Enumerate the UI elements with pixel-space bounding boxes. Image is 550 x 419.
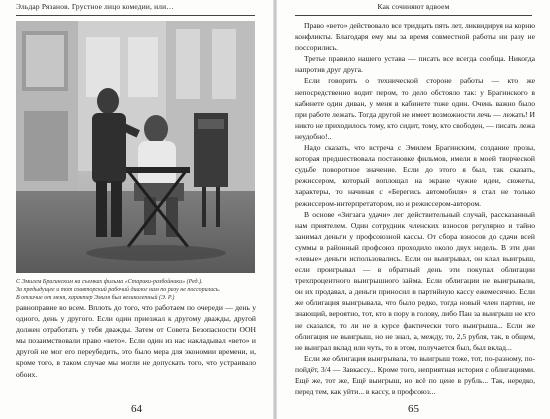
body-text-left bbox=[16, 302, 256, 380]
paragraph: Надо сказать, что встреча с Эмилем Брагинским, создание прозы, которая предшествовала постановке фильмов, имели в моей творческой судьбе поворотное значение. Если до этого я был, так сказать, режиссером, который воплощал на экране чужие идеи, сюжеты, характеры, то начиная с «Берегись автомобиля» я стал не только режиссером-интерпретатором, но и режиссером-автором. bbox=[295, 143, 535, 208]
body-text-right bbox=[295, 20, 535, 397]
header-rule-right bbox=[295, 15, 532, 16]
paragraph: Третье правило нашего устава — писать все всегда сообща. Никогда напротив друг друга. bbox=[295, 54, 535, 75]
right-page bbox=[277, 0, 550, 419]
caption-line: В отличие от меня, характер Эмиля был великолепный (Э. Р.) bbox=[16, 295, 175, 301]
caption-line: С Эмилем Брагинским на съемках фильма «Старики-разбойники» (Ред.). bbox=[16, 279, 203, 285]
left-page bbox=[0, 0, 273, 419]
paragraph: Если говорить о технической стороне работы — кто же непосредственно водит пером, то дело обстояло так: у Брагинского в кабинете один диван, у меня в кабинете тоже один. Очень важно было при работе лежать. Тогда другой не имеет возможности лечь — лежать! И никто не приходилось тому, кто сидит, тому, кто свободен, — писать лежа неудобно!.. bbox=[295, 76, 535, 141]
photograph bbox=[16, 21, 255, 273]
paragraph: Право «вето» действовало все тридцать пять лет, ликвидируя на корню конфликты. Благодаря ему мы за время совместной работы ни разу не поссорились. bbox=[295, 21, 535, 53]
caption-line: За предыдущее и тот соавторский рабочий диалог нам по разу не поссорились. bbox=[16, 287, 221, 293]
photograph-illustration bbox=[16, 21, 255, 273]
page-number-left: 64 bbox=[131, 403, 142, 415]
header-rule-left bbox=[16, 15, 255, 16]
running-header-left: Эльдар Рязанов. Грустное лицо комедии, или… bbox=[16, 2, 174, 11]
running-header-right: Как сочиняют вдвоем bbox=[377, 2, 450, 11]
page-number-right: 65 bbox=[408, 403, 419, 415]
paragraph: Если же облигация выигрывала, то выигрыш тоже, тот, по-разному, по-пойдёт, 3/4 — Завкассу... Кроме того, неприятная история с облигациями. Ещё же, тот же, Ещё выигрыш, но всё по цене в рубль... Так, нередко, перед тем, как уйти... в кассу, в профсоюз... bbox=[295, 353, 535, 397]
paragraph: В основе «Зигзага удачи» лег действительный случай, рассказанный нам приятелем. Один сотрудник членских взносов регулярно и тайно занимал деньги у профсоюзной кассы. От сбора взносов до сдачи всей суммы в районный профсоюз проходило около двух недель. В эти дни «левые» деньги использовались. Если он выигрывал, он клал выигрыш, если проигрывал — в обратный день эти покупал облигации трехпроцентного выигрышного займа. Если облигации не выигрывали, он их продавал, а деньги приносил в партийную кассу ежемесячно. Если же облигация выигрывала, что было редко, тогда новый член партии, не знающий, вероятно, тот, кто в пору в голову, либо Пан за выигрыш не кто не сказался, то ли не в курсе фактически того выигрыша... Если же облигация не выигрыш, но не знал, а, между, то, 2,5 рубля, так, в общем, не выиграл вклад или чуть, то в этом, получается был, был вклад... bbox=[295, 209, 535, 352]
paragraph: равноправие во всем. Вплоть до того, что работаем по очереди — день у одного, день у другого. Если один приезжал к другому дважды, другой должен отработать у тебя дважды. Затем от Совета Безопасности ООН мы позаимствовали право «вето». Если один из нас накладывал «вето» и другой не мог его переубедить, это было мера для экономии времени, и, кроме того, в таком случае мы могли не допускать того, что устраивало обоих. bbox=[16, 303, 256, 379]
photo-caption bbox=[16, 278, 255, 302]
